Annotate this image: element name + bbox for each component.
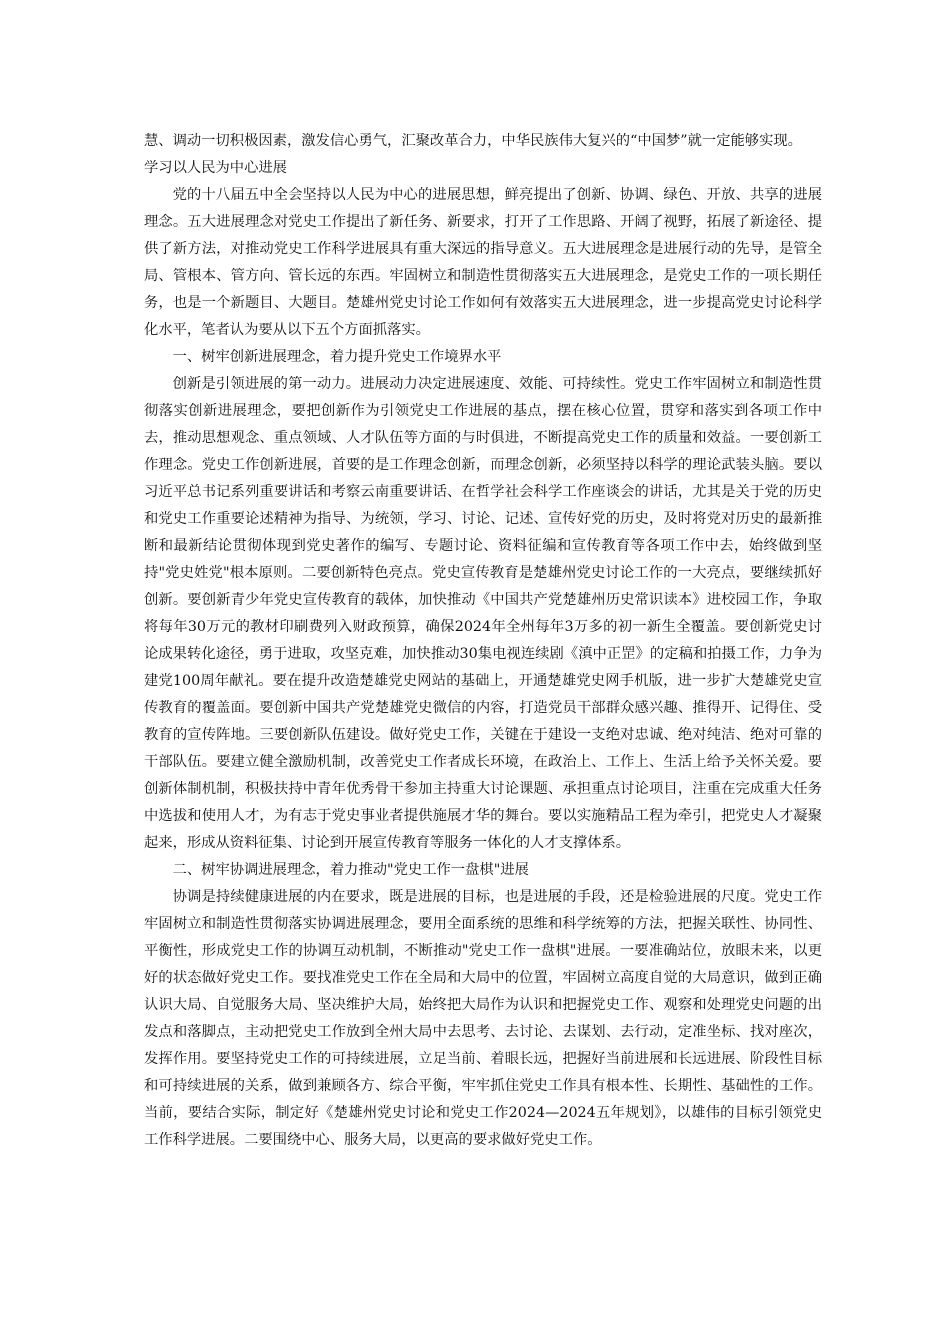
intro-paragraph: 党的十八届五中全会坚持以人民为中心的进展思想，鲜亮提出了创新、协调、绿色、开放、共享的进展理念。五大进展理念对党史工作提出了新任务、新要求，打开了工作思路、开阔了视野，拓展了新途径、提供了新方法，对推动党史工作科学进展具有重大深远的指导意义。五大进展理念是进展行动的先导，是管全局、管根本、管方向、管长远的东西。牢固树立和制造性贯彻落实五大进展理念，是党史工作的一项长期任务，也是一个新题目、大题目。楚雄州党史讨论工作如何有效落实五大进展理念，进一步提高党史讨论科学化水平，笔者认为要从以下五个方面抓落实。 — [144, 187, 822, 338]
heading-innovation: 一、树牢创新进展理念，着力提升党史工作境界水平 — [172, 349, 502, 365]
section-title: 学习以人民为中心进展 — [144, 160, 287, 176]
coordination-paragraph: 协调是持续健康进展的内在要求，既是进展的目标，也是进展的手段，还是检验进展的尺度。党史工作牢固树立和制造性贯彻落实协调进展理念，要用全面系统的思维和科学统筹的方法，把握关联性、协同性、平衡性，形成党史工作的协调互动机制，不断推动"党史工作一盘棋"进展。一要准确站位，放眼未来，以更好的状态做好党史工作。要找准党史工作在全局和大局中的位置，牢固树立高度自觉的大局意识，做到正确认识大局、自觉服务大局、坚决维护大局，始终把大局作为认识和把握党史工作、观察和处理党史问题的出发点和落脚点，主动把党史工作放到全州大局中去思考、去讨论、去谋划、去行动，定准坐标、找对座次，发挥作用。要坚持党史工作的可持续进展，立足当前、着眼长远，把握好当前进展和长远进展、阶段性目标和可持续进展的关系，做到兼顾各方、综合平衡，牢牢抓住党史工作具有根本性、长期性、基础性的工作。当前，要结合实际，制定好《楚雄州党史讨论和党史工作2024—2024五年规划》，以雄伟的目标引领党史工作科学进展。二要围绕中心、服务大局，以更高的要求做好党史工作。 — [144, 889, 822, 1148]
document-page — [144, 128, 822, 1154]
paragraph-continuation: 慧、调动一切积极因素，激发信心勇气，汇聚改革合力，中华民族伟大复兴的“中国梦”就一定能够实现。 — [144, 133, 802, 149]
innovation-paragraph: 创新是引领进展的第一动力。进展动力决定进展速度、效能、可持续性。党史工作牢固树立和制造性贯彻落实创新进展理念，要把创新作为引领党史工作进展的基点，摆在核心位置，贯穿和落实到各项工作中去，推动思想观念、重点领域、人才队伍等方面的与时俱进，不断提高党史工作的质量和效益。一要创新工作理念。党史工作创新进展，首要的是工作理念创新，而理念创新，必须坚持以科学的理论武装头脑。要以习近平总书记系列重要讲话和考察云南重要讲话、在哲学社会科学工作座谈会的讲话，尤其是关于党的历史和党史工作重要论述精神为指导、为统领，学习、讨论、记述、宣传好党的历史，及时将党对历史的最新推断和最新结论贯彻体现到党史著作的编写、专题讨论、资料征编和宣传教育等各项工作中去，始终做到坚持"党史姓党"根本原则。二要创新特色亮点。党史宣传教育是楚雄州党史讨论工作的一大亮点，要继续抓好创新。要创新青少年党史宣传教育的载体，加快推动《中国共产党楚雄州历史常识读本》进校园工作，争取将每年30万元的教材印刷费列入财政预算，确保2024年全州每年3万多的初一新生全覆盖。要创新党史讨论成果转化途径，勇于进取，攻坚克难，加快推动30集电视连续剧《滇中正罡》的定稿和拍摄工作，力争为建党100周年献礼。要在提升改造楚雄党史网站的基础上，开通楚雄党史网手机版，进一步扩大楚雄党史宣传教育的覆盖面。要创新中国共产党楚雄党史微信的内容，打造党员干部群众感兴趣、推得开、记得住、受教育的宣传阵地。三要创新队伍建设。做好党史工作，关键在于建设一支绝对忠诚、绝对纯洁、绝对可靠的干部队伍。要建立健全激励机制，改善党史工作者成长环境，在政治上、工作上、生活上给予关怀关爱。要创新体制机制，积极扶持中青年优秀骨干参加主持重大讨论课题、承担重点讨论项目，注重在完成重大任务中选拔和使用人才，为有志于党史事业者提供施展才华的舞台。要以实施精品工程为牵引，把党史人才凝聚起来，形成从资料征集、讨论到开展宣传教育等服务一体化的人才支撑体系。 — [144, 376, 822, 851]
heading-coordination: 二、树牢协调进展理念，着力推动"党史工作一盘棋"进展 — [172, 862, 529, 878]
